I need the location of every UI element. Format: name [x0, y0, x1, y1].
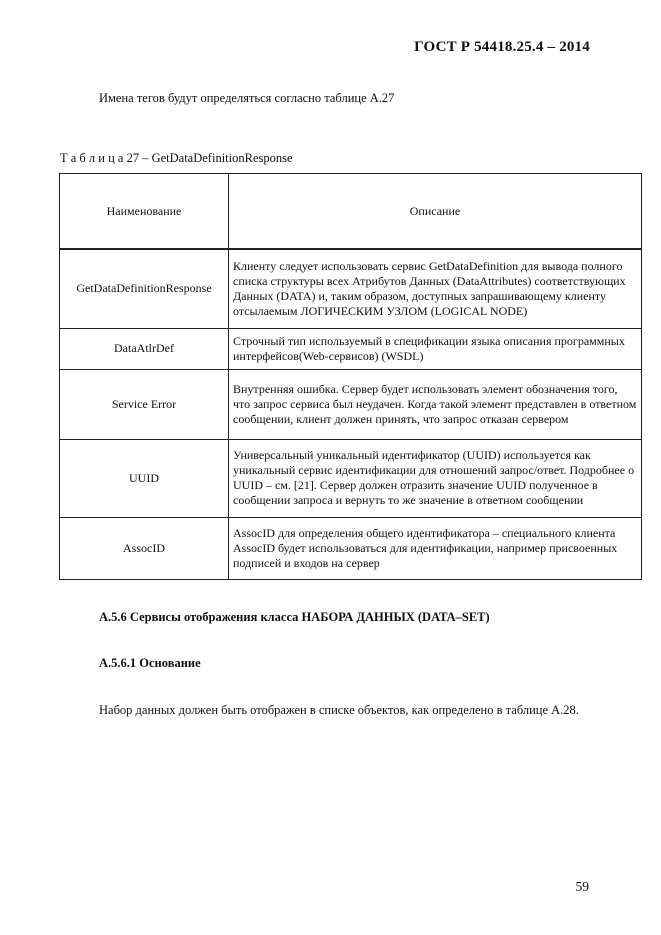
table-row	[60, 517, 642, 579]
table-row	[60, 369, 642, 439]
column-header-name: Наименование	[60, 174, 229, 250]
document-standard-header: ГОСТ Р 54418.25.4 – 2014	[414, 39, 590, 55]
column-header-description: Описание	[229, 174, 642, 250]
table-row	[60, 249, 642, 328]
table-row	[60, 328, 642, 369]
table-caption: Т а б л и ц а 27 – GetDataDefinitionResponse	[60, 151, 293, 165]
page-number: 59	[575, 879, 589, 894]
row-description: Клиенту следует использовать сервис GetDataDefinition для вывода полного списка структуры всех Атрибутов Данных (DataAttributes) соответствующих Данных (DATA) и, таким образом, доступных запрашивающему клиенту отсылаемым ЛОГИЧЕСКИМ УЗЛОМ (LOGICAL NODE)	[229, 249, 642, 328]
row-name: UUID	[60, 439, 229, 517]
intro-paragraph: Имена тегов будут определяться согласно таблице А.27	[99, 91, 395, 105]
row-name: Service Error	[60, 369, 229, 439]
row-name: DataAtlrDef	[60, 328, 229, 369]
row-description: Внутренняя ошибка. Сервер будет использовать элемент обозначения того, что запрос сервиса был неудачен. Когда такой элемент представлен в ответном сообщении, клиент должен принять, что запрос отказан сервером	[229, 369, 642, 439]
row-name: AssocID	[60, 517, 229, 579]
section-paragraph: Набор данных должен быть отображен в списке объектов, как определено в таблице А.28.	[99, 703, 579, 717]
table-header-row	[60, 174, 642, 250]
definitions-table	[59, 173, 642, 580]
row-description: Универсальный уникальный идентификатор (UUID) используется как уникальный сервис идентификации для отношений запрос/ответ. Подробнее о UUID – см. [21]. Сервер должен отразить значение UUID полученное в сообщении запроса и вернуть то же значение в ответном сообщении	[229, 439, 642, 517]
subsection-heading: А.5.6.1 Основание	[99, 656, 201, 670]
row-description: Строчный тип используемый в спецификации языка описания программных интерфейсов(Web-сервисов) (WSDL)	[229, 328, 642, 369]
row-name: GetDataDefinitionResponse	[60, 249, 229, 328]
section-heading: А.5.6 Сервисы отображения класса НАБОРА ДАННЫХ (DATA–SET)	[99, 610, 490, 624]
row-description: AssocID для определения общего идентификатора – специального клиента AssocID будет использоваться для идентификации, например присвоенных подписей и входов на сервер	[229, 517, 642, 579]
table-row	[60, 439, 642, 517]
